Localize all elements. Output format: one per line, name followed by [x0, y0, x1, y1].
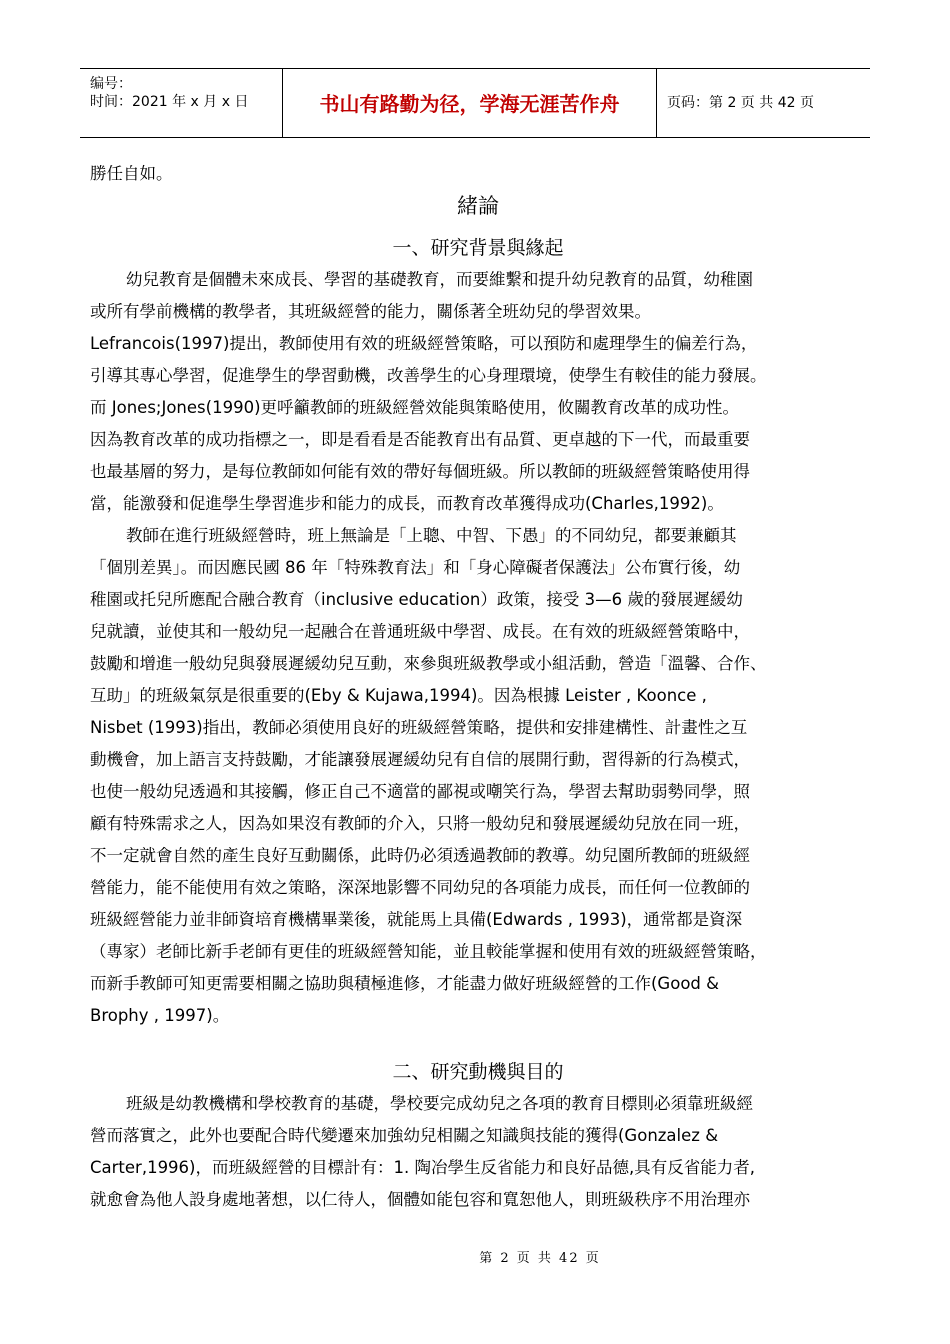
paragraph-line: Lefrancois(1997)提出，教師使用有效的班級經營策略，可以預防和處理學生的偏差行為， [90, 334, 758, 353]
page-footer [0, 1247, 950, 1266]
paragraph-line: 「個別差異」。而因應民國 86 年「特殊教育法」和「身心障礙者保護法」公布實行後，幼 [90, 558, 741, 577]
paragraph-line: 也最基層的努力，是每位教師如何能有效的帶好每個班級。所以教師的班級經營策略使用得 [90, 462, 750, 481]
page-header [80, 68, 870, 138]
paragraph-line: 就愈會為他人設身處地著想，以仁待人，個體如能包容和寬恕他人，則班級秩序不用治理亦 [90, 1190, 750, 1209]
footer-page-number: 第 2 页 共 42 页 [479, 1251, 601, 1266]
paragraph-line: Brophy , 1997)。 [90, 1006, 230, 1025]
paragraph-line: 顧有特殊需求之人，因為如果沒有教師的介入，只將一般幼兒和發展遲緩幼兒放在同一班， [90, 814, 750, 833]
document-body [90, 158, 866, 1216]
paragraph-line: 互助」的班級氣氛是很重要的(Eby & Kujawa,1994)。因為根據 Leister , Koonce , [90, 686, 707, 705]
paragraph-line: 引導其專心學習，促進學生的學習動機，改善學生的心身理環境，使學生有較佳的能力發展。 [90, 366, 767, 385]
header-info-cell [80, 69, 283, 137]
paragraph-line: 教師在進行班級經營時，班上無論是「上聰、中智、下愚」的不同幼兒，都要兼顧其 [126, 526, 737, 545]
paragraph-line: 營而落實之，此外也要配合時代變遷來加強幼兒相關之知識與技能的獲得(Gonzalez & [90, 1126, 719, 1145]
paragraph-line: 因為教育改革的成功指標之一，即是看看是否能教育出有品質、更卓越的下一代，而最重要 [90, 430, 750, 449]
section-heading-2: 二、研究動機與目的 [392, 1061, 564, 1083]
header-motto-cell [283, 69, 657, 137]
paragraph-line: Nisbet (1993)指出，教師必須使用良好的班級經營策略，提供和安排建構性、計畫性之互 [90, 718, 748, 737]
paragraph-line: 而 Jones;Jones(1990)更呼籲教師的班級經營效能與策略使用，攸關教育改革的成功性。 [90, 398, 740, 417]
number-label: 编号： [90, 76, 132, 92]
paragraph-line: 不一定就會自然的產生良好互動關係，此時仍必須透過教師的教導。幼兒園所教師的班級經 [90, 846, 750, 865]
paragraph-line: 也使一般幼兒透過和其接觸，修正自己不適當的鄙視或嘲笑行為，學習去幫助弱勢同學，照 [90, 782, 750, 801]
paragraph-line: 兒就讀，並使其和一般幼兒一起融合在普通班級中學習、成長。在有效的班級經營策略中， [90, 622, 750, 641]
paragraph-line: 幼兒教育是個體未來成長、學習的基礎教育，而要維繫和提升幼兒教育的品質，幼稚園 [126, 270, 753, 289]
paragraph-line: 營能力，能不能使用有效之策略，深深地影響不同幼兒的各項能力成長，而任何一位教師的 [90, 878, 750, 897]
header-page-cell [657, 69, 870, 137]
document-title: 緒論 [457, 194, 499, 218]
paragraph-line: 動機會，加上語言支持鼓勵，才能讓發展遲緩幼兒有自信的展開行動，習得新的行為模式， [90, 750, 750, 769]
paragraph-line: （專家）老師比新手老師有更佳的班級經營知能，並且較能掌握和使用有效的班級經營策略， [90, 942, 767, 961]
paragraph-line: 班級經營能力並非師資培育機構畢業後，就能馬上具備(Edwards , 1993)，通常都是資深 [90, 910, 743, 929]
paragraph-line: 班級是幼教機構和學校教育的基礎，學校要完成幼兒之各項的教育目標則必須靠班級經 [126, 1094, 753, 1113]
paragraph-line: 當，能激發和促進學生學習進步和能力的成長，而教育改革獲得成功(Charles,1992)。 [90, 494, 724, 513]
paragraph-line: Carter,1996)，而班級經營的目標計有：1. 陶冶學生反省能力和良好品德,具有反省能力者, [90, 1158, 755, 1177]
page-info: 页码：第 2 页 共 42 页 [667, 95, 814, 111]
paragraph-line: 稚園或托兒所應配合融合教育（inclusive education）政策，接受 3—6 歲的發展遲緩幼 [90, 590, 743, 609]
date-label: 时间：2021 年 x 月 x 日 [90, 94, 249, 110]
section-heading-1: 一、研究背景與緣起 [392, 237, 564, 259]
paragraph-line: 而新手教師可知更需要相關之協助與積極進修，才能盡力做好班級經營的工作(Good & [90, 974, 719, 993]
motto-text: 书山有路勤为径，学海无涯苦作舟 [319, 92, 620, 116]
lead-line: 勝任自如。 [90, 164, 173, 183]
paragraph-line: 鼓勵和增進一般幼兒與發展遲緩幼兒互動，來參與班級教學或小組活動，營造「溫馨、合作、 [90, 654, 767, 673]
paragraph-line: 或所有學前機構的教學者，其班級經營的能力，關係著全班幼兒的學習效果。 [90, 302, 651, 321]
